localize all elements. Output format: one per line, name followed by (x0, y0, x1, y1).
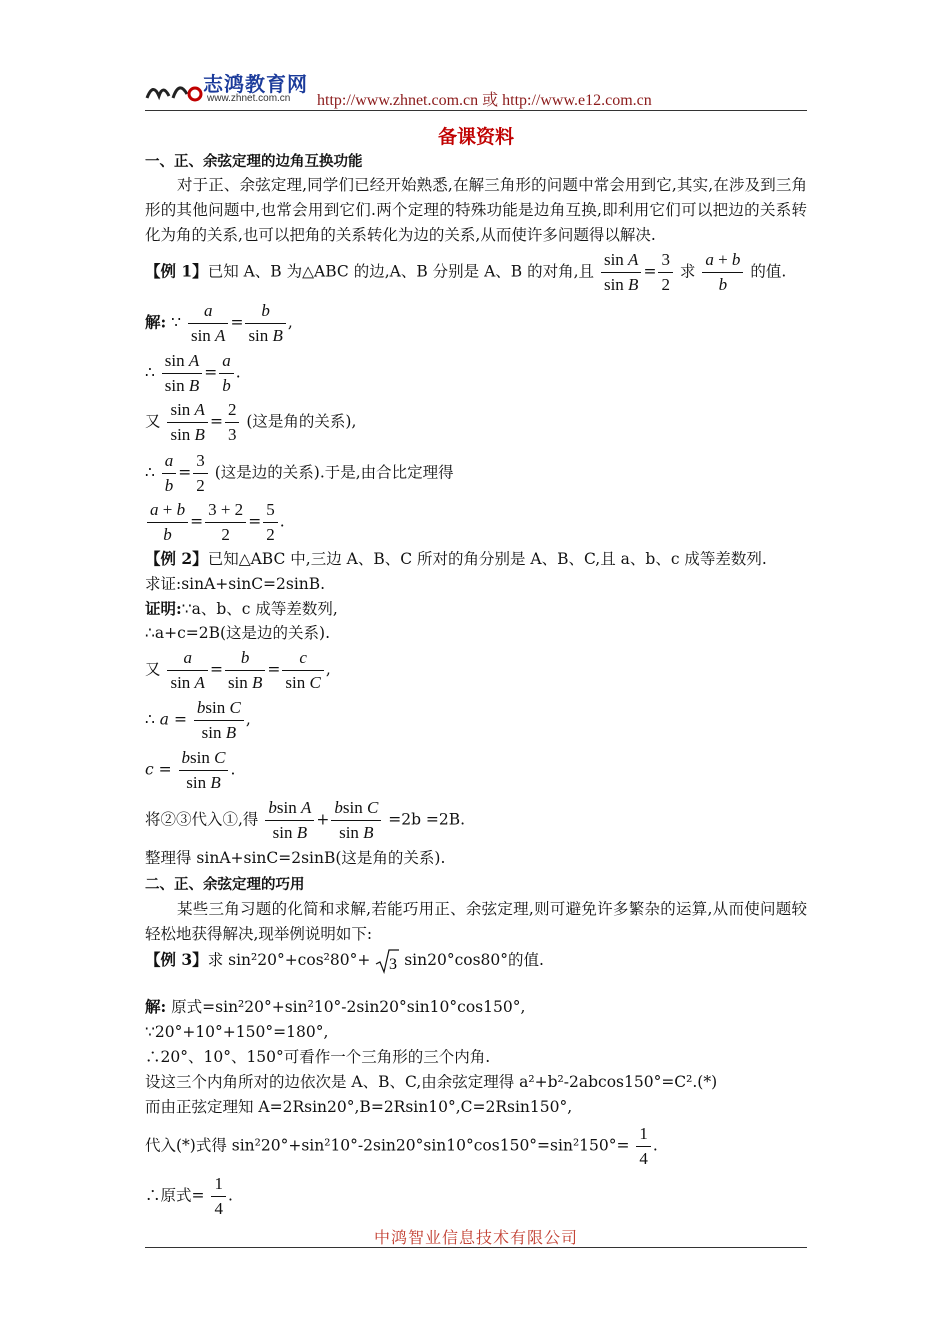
example2-prove: 求证:sinA+sinC=2sinB. (145, 575, 326, 593)
logo-icon (145, 76, 205, 106)
sqrt-icon (375, 948, 399, 974)
example2-statement: 【例 2】已知△ABC 中,三边 A、B、C 所对的角分别是 A、B、C,且 a、b、c 成等差数列. (145, 549, 767, 568)
example3-sol-2: ∵20°+10°+150°=180°, (145, 1023, 329, 1041)
fraction: $\frac{3}{2}$ (658, 248, 673, 297)
page-title: 备课资料 (437, 126, 514, 148)
section2-intro: 某些三角习题的化简和求解,若能巧用正、余弦定理,则可避免许多繁杂的运算,从而使问题较轻松地获得解决,现举例说明如下: (145, 900, 807, 943)
example3-sol-3: ∴20°、10°、150°可看作一个三角形的三个内角. (145, 1048, 491, 1066)
section2-heading: 二、正、余弦定理的巧用 (145, 877, 305, 893)
example3-statement: 【例 3】求 sin²20°+cos²80°+ 3 sin20°cos80°的值. (145, 950, 544, 973)
example1-statement: 【例 1】已知 A、B 为△ABC 的边,A、B 分别是 A、B 的对角,且 $\frac{\text{sin A}}{\text{sin B}}$ = $\frac{3}{2}$ 求 $\frac{a + b}{b}$ 的值. (145, 248, 786, 297)
header-links[interactable]: http://www.zhnet.com.cn 或 http://www.e12.com.cn (317, 92, 652, 109)
example3-sol-5: 而由正弦定理知 A=2Rsin20°,B=2Rsin10°,C=2Rsin150°, (145, 1098, 573, 1116)
example2-final: 整理得 sinA+sinC=2sinB(这是角的关系). (145, 849, 446, 867)
logo-text: 志鸿教育网 (203, 72, 308, 96)
example2-proof-2: ∴a+c=2B(这是边的关系). (145, 624, 331, 642)
example3-sol-1: 解: 原式=sin²20°+sin²10°-2sin20°sin10°cos150°, (145, 997, 526, 1016)
page-footer: 中鸿智业信息技术有限公司 (145, 1225, 807, 1248)
example1-solution-step3: 又 $\frac{\text{sin A}}{\text{sin B}}$ = $\frac{2}{3}$ (这是角的关系), (145, 400, 357, 444)
example1-solution-step1: 解: ∵ $\frac{a}{\text{sin A}}$ = $\frac{b}{\text{sin B}}$ , (145, 301, 293, 345)
example1-solution-step4: ∴ $\frac{a}{b}$ = $\frac{3}{2}$ (这是边的关系).于是,由合比定理得 (145, 451, 454, 495)
example2-proof-6: 将②③代入①,得 $\frac{\text{bsin A}}{\text{sin B}}$ + $\frac{\text{bsin C}}{\text{sin B}}$ =2b =2B. (145, 798, 466, 842)
example3-sol-6: 代入(*)式得 sin²20°+sin²10°-2sin20°sin10°cos150°=sin²150°= $\frac{1}{4}$ . (145, 1124, 658, 1168)
section1-heading: 一、正、余弦定理的边角互换功能 (145, 154, 363, 170)
example2-proof-1: 证明:∵a、b、c 成等差数列, (145, 599, 338, 618)
example2-proof-3: 又 $\frac{a}{\text{sin A}}$ = $\frac{b}{\text{sin B}}$ = $\frac{c}{\text{sin C}}$ , (145, 648, 331, 692)
example2-proof-4: ∴ a = $\frac{\text{bsin C}}{\text{sin B}}$ , (145, 698, 251, 742)
example1-solution-step2: ∴ $\frac{\text{sin A}}{\text{sin B}}$ = $\frac{a}{b}$ . (145, 351, 241, 395)
example2-proof-5: c = $\frac{\text{bsin C}}{\text{sin B}}$ . (145, 748, 236, 792)
page-header (145, 68, 807, 111)
example3-sol-4: 设这三个内角所对的边依次是 A、B、C,由余弦定理得 a²+b²-2abcos150°=C².(*) (145, 1073, 718, 1091)
fraction: $\frac{\text{sin A}}{\text{sin B}}$ (601, 248, 641, 297)
example1-solution-step5: $\frac{a + b}{b}$ = $\frac{3 + 2}{2}$ = $\frac{5}{2}$ . (145, 498, 285, 547)
example3-sol-7: ∴原式= $\frac{1}{4}$ . (145, 1174, 233, 1218)
svg-text:3: 3 (389, 956, 398, 973)
section1-intro: 对于正、余弦定理,同学们已经开始熟悉,在解三角形的问题中常会用到它,其实,在涉及到三角形的其他问题中,也常会用到它们.两个定理的特殊功能是边角互换,即利用它们可以把边的关系转化为角的关系,也可以把角的关系转化为边的关系,从而使许多问题得以解决. (145, 176, 807, 244)
fraction: $\frac{a + b}{b}$ (702, 248, 743, 297)
logo-url: www.zhnet.com.cn (207, 93, 291, 104)
